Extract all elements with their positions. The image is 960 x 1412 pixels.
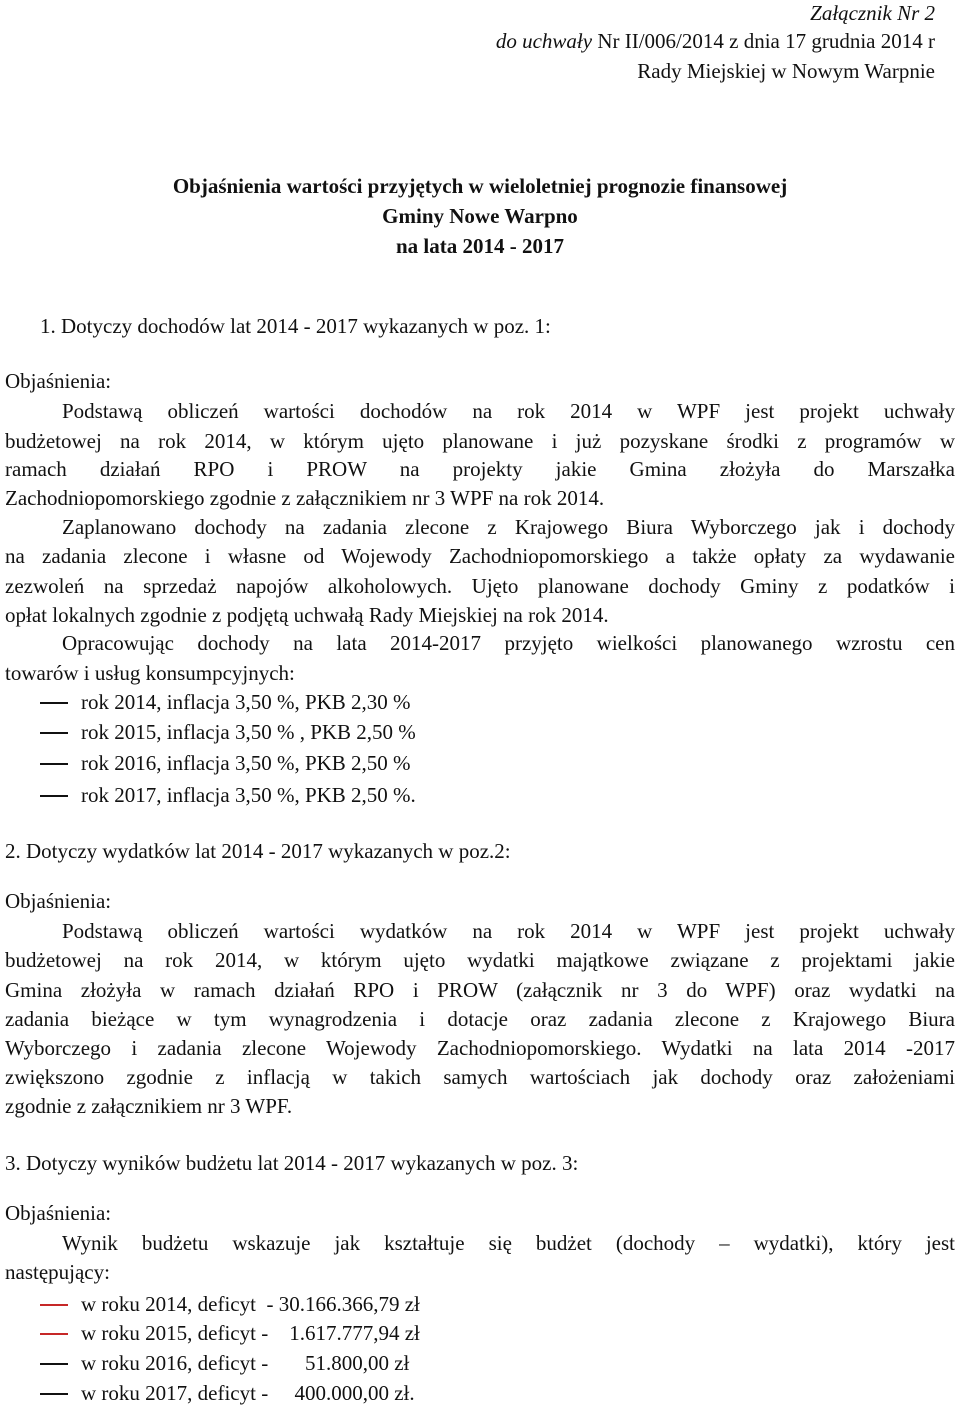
section-2-line: budżetowej na rok 2014, w którym ujęto wydatki majątkowe związane z projektami jakie xyxy=(5,948,955,972)
resolution-reference-rest: Nr II/006/2014 z dnia 17 grudnia 2014 r xyxy=(592,29,935,53)
section-3-line: Wynik budżetu wskazuje jak kształtuje się budżet (dochody – wydatki), który jest xyxy=(62,1231,955,1255)
section-2-line: zadania bieżące w tym wynagrodzenia i dotacje oraz zadania zlecone z Krajowego Biura xyxy=(5,1007,955,1031)
resolution-reference xyxy=(496,28,935,54)
dash-bullet-icon xyxy=(40,1363,68,1365)
section-3-line: następujący: xyxy=(5,1260,110,1284)
list-item: rok 2015, inflacja 3,50 % , PKB 2,50 % xyxy=(40,719,416,745)
dash-bullet-icon xyxy=(40,732,68,734)
section-1-line: Zachodniopomorskiego zgodnie z załącznikiem nr 3 WPF na rok 2014. xyxy=(5,486,605,510)
document-title-line-2: Gminy Nowe Warpno xyxy=(382,204,578,228)
section-1-line: towarów i usług konsumpcyjnych: xyxy=(5,661,295,685)
section-1-line: Opracowując dochody na lata 2014-2017 przyjęto wielkości planowanego wzrostu cen xyxy=(62,631,955,655)
document-title-line-1: Objaśnienia wartości przyjętych w wieloletniej prognozie finansowej xyxy=(172,174,788,198)
resolution-reference-prefix: do uchwały xyxy=(495,29,593,53)
section-3-label: Objaśnienia: xyxy=(5,1201,112,1225)
section-2-line: Podstawą obliczeń wartości wydatków na rok 2014 w WPF jest projekt uchwały xyxy=(62,919,955,943)
council-name: Rady Miejskiej w Nowym Warpnie xyxy=(637,59,935,83)
section-1-line: budżetowej na rok 2014, w którym ujęto planowane i już pozyskane środki z programów w xyxy=(5,429,955,453)
section-1-line: na zadania zlecone i własne od Wojewody Zachodniopomorskiego a także opłaty za wydawanie xyxy=(5,544,955,568)
section-1-line: ramach działań RPO i PROW na projekty jakie Gmina złożyła do Marszałka xyxy=(5,457,955,481)
section-1-line: Podstawą obliczeń wartości dochodów na rok 2014 w WPF jest projekt uchwały xyxy=(62,399,955,423)
list-item: w roku 2017, deficyt - 400.000,00 zł. xyxy=(40,1380,415,1406)
section-1-label: Objaśnienia: xyxy=(5,369,112,393)
list-item: rok 2017, inflacja 3,50 %, PKB 2,50 %. xyxy=(40,782,416,808)
section-2-line: zwiększono zgodnie z inflacją w takich samych wartościach jak dochody oraz założeniami xyxy=(5,1065,955,1089)
attachment-number: Załącznik Nr 2 xyxy=(810,1,935,25)
document-title-line-3: na lata 2014 - 2017 xyxy=(396,234,564,258)
dash-bullet-icon xyxy=(40,763,68,765)
list-item: rok 2014, inflacja 3,50 %, PKB 2,30 % xyxy=(40,689,411,715)
dash-bullet-icon xyxy=(40,795,68,797)
list-item: w roku 2016, deficyt - 51.800,00 zł xyxy=(40,1350,409,1376)
dash-bullet-icon xyxy=(40,1393,68,1395)
list-item: w roku 2015, deficyt - 1.617.777,94 zł xyxy=(40,1320,420,1346)
section-2-label: Objaśnienia: xyxy=(5,889,112,913)
dash-bullet-icon xyxy=(40,1333,68,1335)
section-1-line: zezwoleń na sprzedaż napojów alkoholowych. Ujęto planowane dochody Gminy z podatków i xyxy=(5,574,955,598)
section-2-line: Gmina złożyła w ramach działań RPO i PROW (załącznik nr 3 do WPF) oraz wydatki na xyxy=(5,978,955,1002)
dash-bullet-icon xyxy=(40,702,68,704)
section-1-line: opłat lokalnych zgodnie z podjętą uchwałą Rady Miejskiej na rok 2014. xyxy=(5,603,609,627)
list-item: rok 2016, inflacja 3,50 %, PKB 2,50 % xyxy=(40,750,411,776)
list-item: w roku 2014, deficyt - 30.166.366,79 zł xyxy=(40,1291,420,1317)
section-2-heading: 2. Dotyczy wydatków lat 2014 - 2017 wykazanych w poz.2: xyxy=(5,839,511,863)
section-2-line: Wyborczego i zadania zlecone Wojewody Zachodniopomorskiego. Wydatki na lata 2014 -2017 xyxy=(5,1036,955,1060)
section-3-heading: 3. Dotyczy wyników budżetu lat 2014 - 2017 wykazanych w poz. 3: xyxy=(5,1151,579,1175)
section-2-line: zgodnie z załącznikiem nr 3 WPF. xyxy=(5,1094,293,1118)
section-1-heading: 1. Dotyczy dochodów lat 2014 - 2017 wykazanych w poz. 1: xyxy=(40,314,551,338)
section-1-line: Zaplanowano dochody na zadania zlecone z Krajowego Biura Wyborczego jak i dochody xyxy=(62,515,955,539)
dash-bullet-icon xyxy=(40,1304,68,1306)
